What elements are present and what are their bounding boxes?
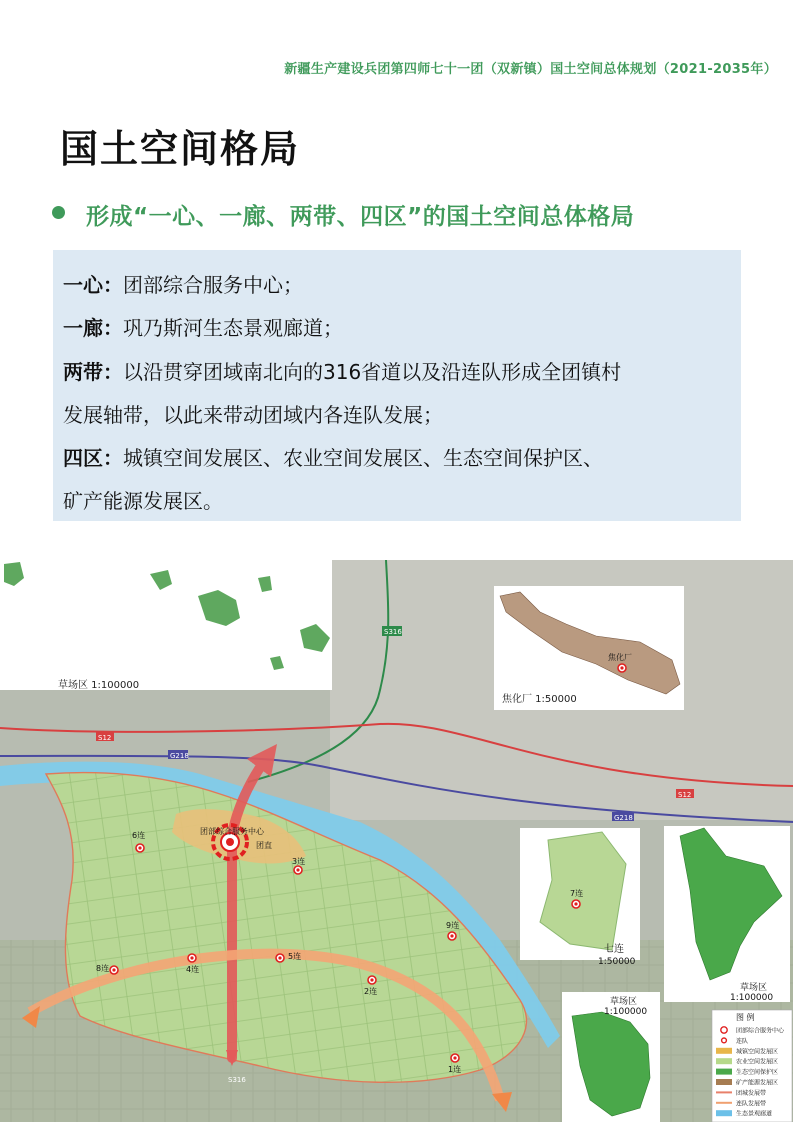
item-text: 矿产能源发展区。 xyxy=(63,489,223,513)
section-subtitle: 形成“一心、一廊、两带、四区”的国土空间总体格局 xyxy=(86,204,635,230)
legend-label: 矿产能源发展区 xyxy=(736,1079,779,1087)
legend-label: 团部综合服务中心 xyxy=(736,1027,785,1035)
map-legend xyxy=(712,1010,792,1122)
svg-text:3连: 3连 xyxy=(292,857,306,866)
coking-inset xyxy=(494,586,684,710)
legend-swatch xyxy=(722,1038,727,1043)
road-s316-bottom-label: S316 xyxy=(228,1076,246,1084)
tuanzhi-label: 团直 xyxy=(256,841,272,850)
svg-text:2连: 2连 xyxy=(364,987,378,996)
company7-inset xyxy=(520,828,640,967)
coking-plant-name: 焦化厂 xyxy=(608,653,632,662)
grassland-inset-label: 草场区 1:100000 xyxy=(58,680,140,691)
page-title: 国土空间格局 xyxy=(60,127,301,171)
svg-text:9连: 9连 xyxy=(446,921,460,930)
bullet-dot-icon xyxy=(52,206,65,219)
legend-label: 连队发展带 xyxy=(736,1100,767,1108)
svg-text:8连: 8连 xyxy=(96,964,110,973)
road-s12-label-east: S12 xyxy=(678,791,692,799)
item-siqu xyxy=(63,442,603,471)
legend-swatch xyxy=(716,1079,732,1085)
item-liangdai xyxy=(63,356,621,385)
item-liangdai-cont xyxy=(63,399,443,428)
inset7-scale: 1:50000 xyxy=(598,957,636,967)
svg-text:5连: 5连 xyxy=(288,952,302,961)
item-text: 巩乃斯河生态景观廊道； xyxy=(123,316,343,340)
item-text: 发展轴带，以此来带动团域内各连队发展； xyxy=(63,403,443,427)
grassland-inset-bottom xyxy=(562,992,660,1122)
legend-swatch xyxy=(716,1110,732,1116)
road-s316-label: S316 xyxy=(384,628,402,636)
item-yilang xyxy=(63,312,343,341)
document-header: 新疆生产建设兵团第四师七十一团（双新镇）国土空间总体规划（2021-2035年） xyxy=(284,62,777,77)
legend-swatch xyxy=(716,1048,732,1054)
svg-text:4连: 4连 xyxy=(186,965,200,974)
item-key: 一廊： xyxy=(63,316,123,340)
item-siqu-cont xyxy=(63,485,223,514)
item-key: 一心： xyxy=(63,273,123,297)
road-g218-label-east: G218 xyxy=(614,814,633,822)
svg-text:1连: 1连 xyxy=(448,1065,462,1074)
road-s12-label: S12 xyxy=(98,734,112,742)
legend-label: 城镇空间发展区 xyxy=(736,1048,779,1056)
grassland-inset-top xyxy=(0,560,332,691)
svg-text:1:100000: 1:100000 xyxy=(730,993,774,1003)
legend-swatch xyxy=(721,1027,727,1033)
legend-label: 农业空间发展区 xyxy=(736,1058,779,1066)
item-text: 团部综合服务中心； xyxy=(123,273,303,297)
inset7-title: 七连 xyxy=(604,944,624,955)
road-g218-label: G218 xyxy=(170,752,189,760)
legend-label: 团城发展带 xyxy=(736,1089,767,1097)
legend-title: 图 例 xyxy=(736,1013,755,1022)
coking-inset-label: 焦化厂 1:50000 xyxy=(502,694,577,705)
svg-text:7连: 7连 xyxy=(570,889,584,898)
item-key: 两带： xyxy=(63,360,123,384)
svg-text:1:100000: 1:100000 xyxy=(604,1007,648,1017)
item-text: 以沿贯穿团域南北向的316省道以及沿连队形成全团镇村 xyxy=(123,360,622,384)
legend-label: 连队 xyxy=(736,1037,749,1045)
item-yixin xyxy=(63,269,303,298)
svg-text:草场区: 草场区 xyxy=(740,983,768,993)
svg-text:6连: 6连 xyxy=(132,831,146,840)
legend-swatch xyxy=(716,1069,732,1075)
summary-box xyxy=(53,250,741,521)
grassland-inset-right xyxy=(664,826,790,1003)
item-text: 城镇空间发展区、农业空间发展区、生态空间保护区、 xyxy=(123,446,603,470)
legend-label: 生态空间保护区 xyxy=(736,1069,779,1077)
planning-map xyxy=(0,560,793,1122)
legend-swatch xyxy=(716,1058,732,1064)
item-key: 四区： xyxy=(63,446,123,470)
svg-text:草场区: 草场区 xyxy=(610,997,638,1007)
center-label: 团部综合服务中心 xyxy=(200,827,264,836)
legend-label: 生态景观廊道 xyxy=(736,1110,773,1118)
